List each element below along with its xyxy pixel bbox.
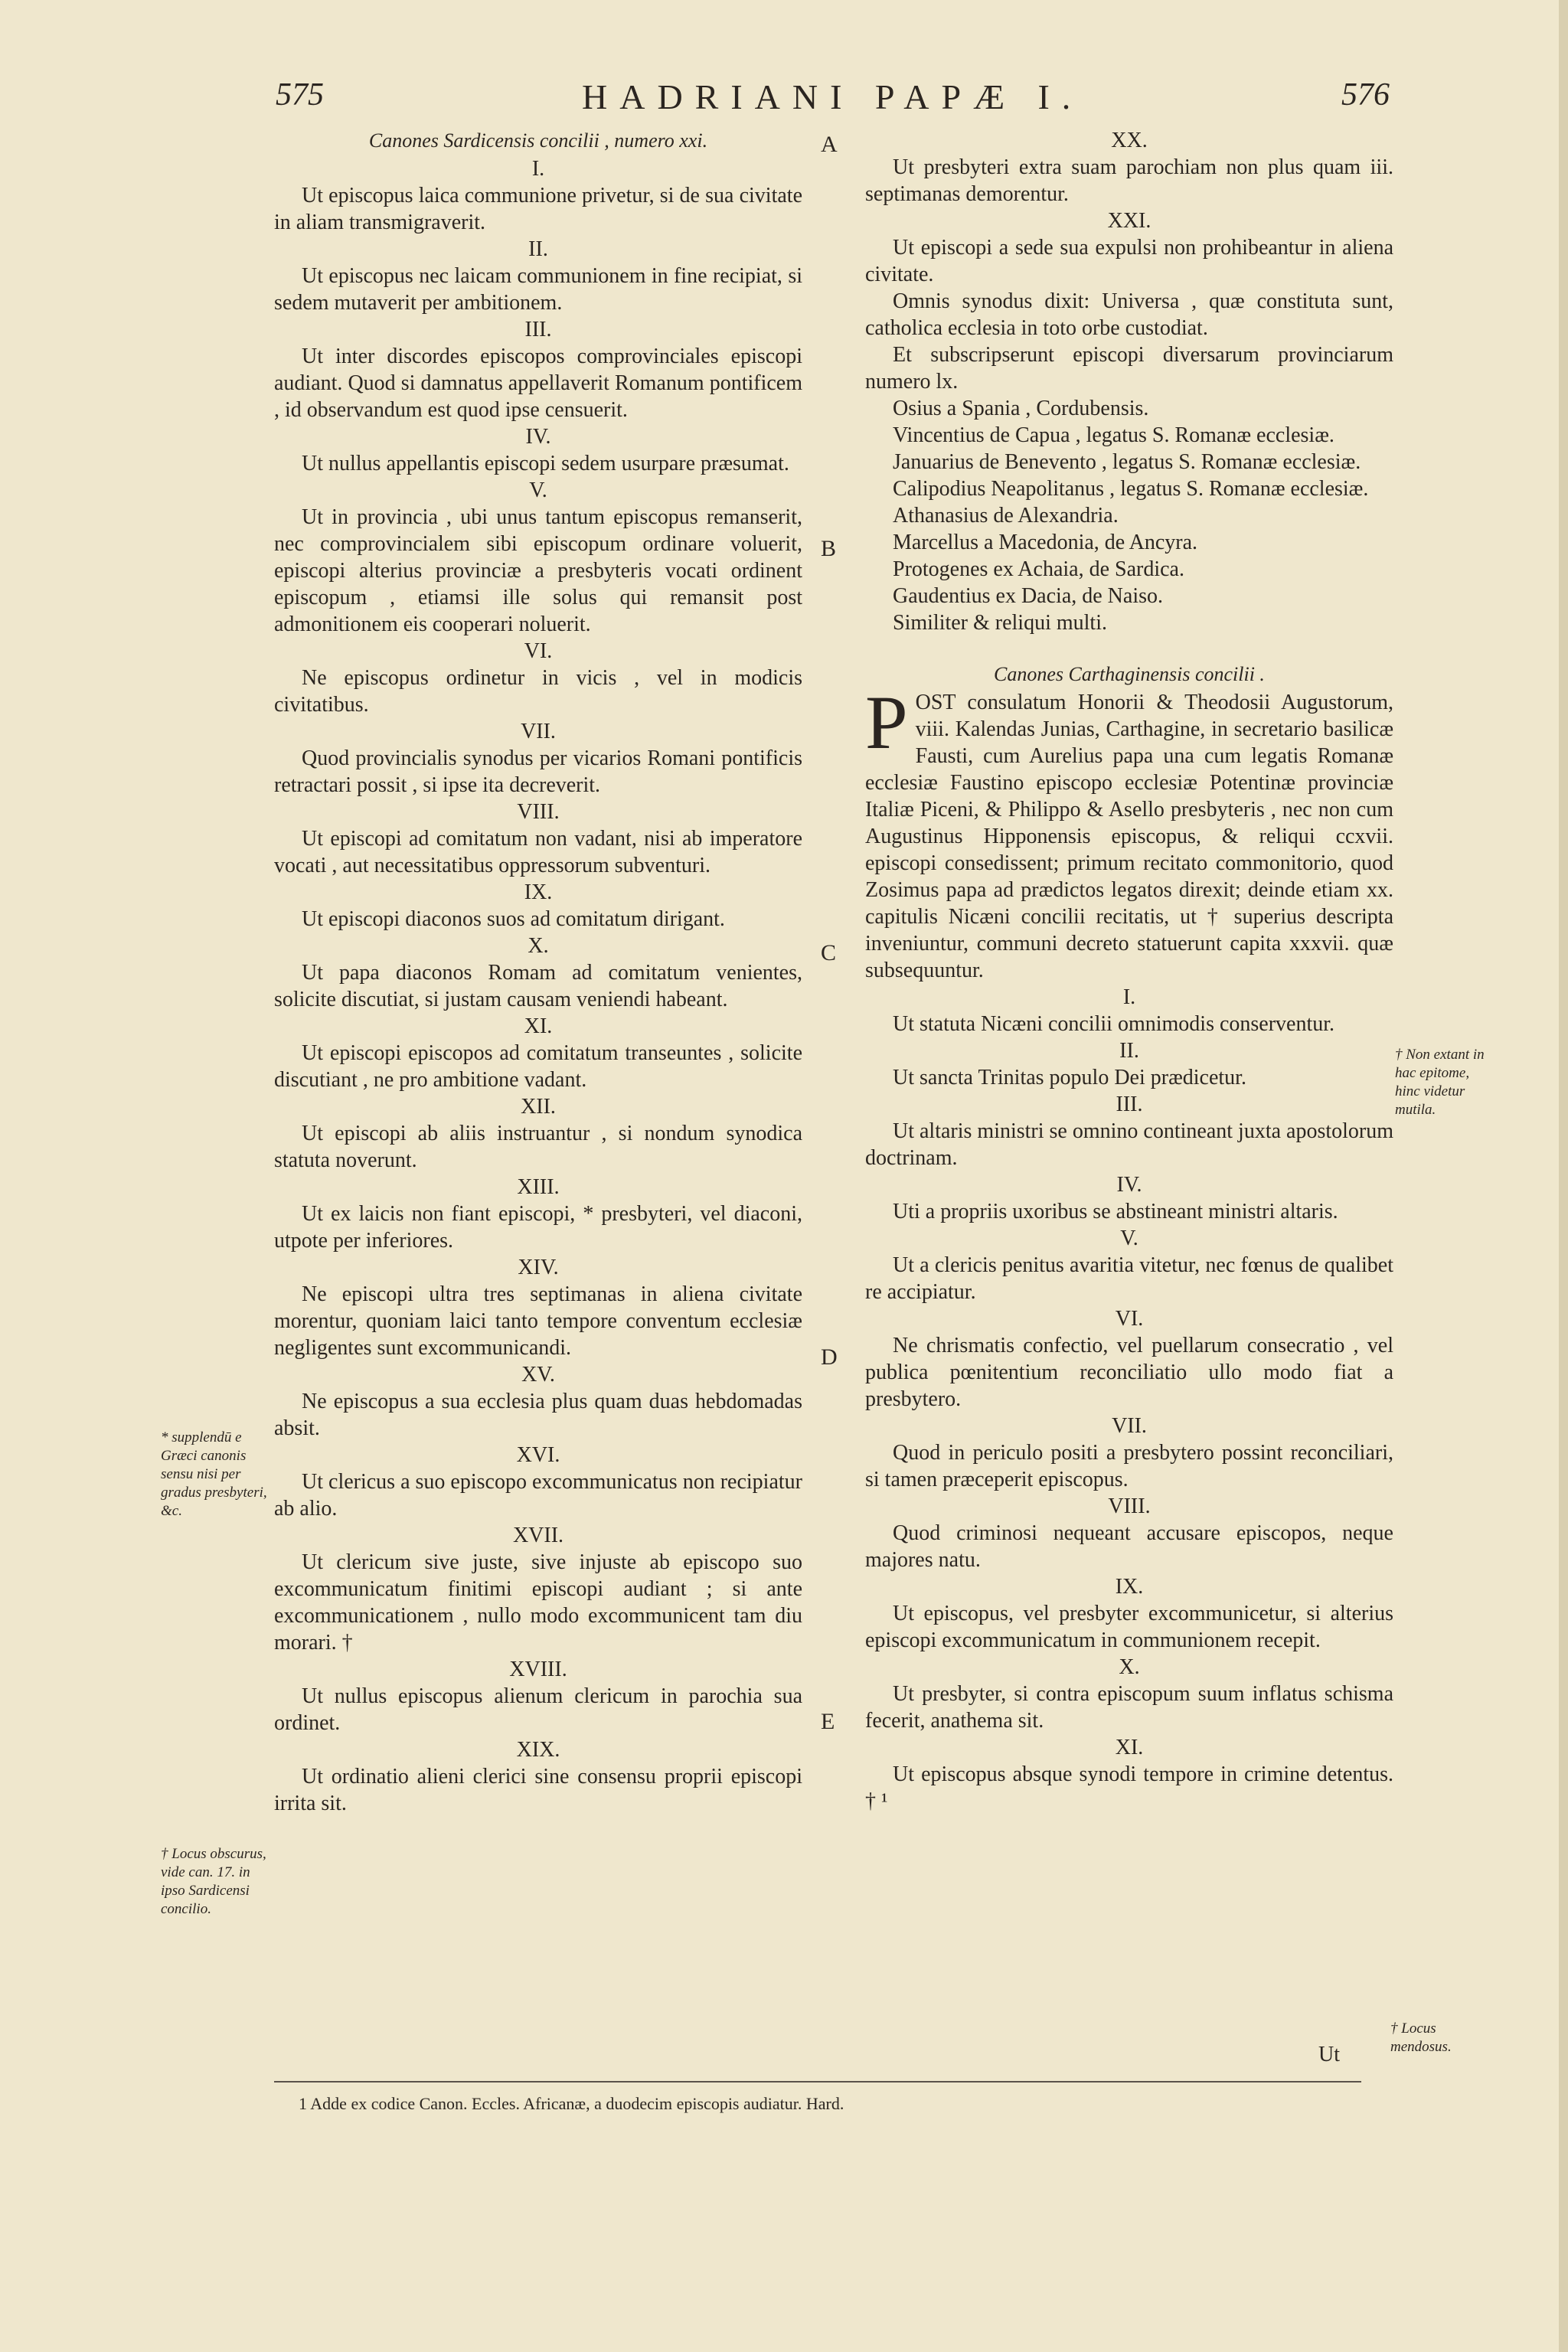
carthage-canon-text: Quod in periculo positi a presbytero possint reconciliari, si tamen præceperit episcopus. [865, 1441, 1393, 1491]
sardica-canon-text: Ut nullus appellantis episcopi sedem usurpare præsumat. [302, 452, 789, 475]
carthage-canon-text: Ne chrismatis confectio, vel puellarum consecratio , vel publica pœnitentium reconciliatio ullo modo fiat a presbytero. [865, 1334, 1393, 1411]
sardica-canon-text: Ne episcopus ordinetur in vicis , vel in modicis civitatibus. [274, 666, 802, 717]
carthage-canon-text: Ut episcopus, vel presbyter excommunicetur, si alterius episcopi excommunicatum in communionem recepit. [865, 1602, 1393, 1652]
sardica-canon-number: XI. [524, 1014, 553, 1038]
carthage-canon-text: Ut altaris ministri se omnino contineant juxta apostolorum doctrinam. [865, 1119, 1394, 1170]
page-number-right: 576 [1341, 77, 1390, 113]
signatory: Protogenes ex Achaia, de Sardica. [893, 557, 1184, 581]
sardica-canon-number: III. [524, 318, 552, 341]
sardica-canon-text: Ne episcopus a sua ecclesia plus quam duas hebdomadas absit. [274, 1390, 802, 1440]
omnis-synodus-text: Omnis synodus dixit: Universa , quæ constituta sunt, catholica ecclesia in toto orbe custodiat. [865, 289, 1393, 340]
sardica-canon-number: II. [528, 237, 548, 261]
sardica-canon-text: Ut in provincia , ubi unus tantum episcopus remanserit, nec comprovincialem sibi episcopum ordinare voluerit, episcopi alterius provinciæ a presbyteris vocati ordinent episcopum , etiamsi ille solus qui remansit post admonitionem eis cooperari noluerit. [274, 505, 802, 636]
carthage-canon-number: I. [1122, 985, 1136, 1009]
sardica-canon-text: Ut clericus a suo episcopo excommunicatus non recipiatur ab alio. [274, 1470, 802, 1521]
sardica-canon-text: Ut episcopi ab aliis instruantur , si nondum synodica statuta noverunt. [274, 1122, 802, 1172]
sardica-canon-text: Ut episcopi episcopos ad comitatum transeuntes , solicite discutiant , ne pro ambitione vadant. [274, 1041, 802, 1092]
margin-letter-a: A [821, 132, 838, 157]
margin-note-non-extant: † Non extant in hac epitome, hinc videtur mutila. [1395, 1047, 1485, 1118]
sardica-canon-text: Ut papa diaconos Romam ad comitatum venientes, solicite discutiat, si justam causam veniendi habeant. [274, 961, 802, 1011]
signatory: Marcellus a Macedonia, de Ancyra. [893, 531, 1198, 554]
page-edge [1559, 0, 1568, 2352]
sardica-canon-number: V. [529, 479, 547, 502]
sardica-canon-text: Ut inter discordes episcopos comprovinciales episcopi audiant. Quod si damnatus appellaverit Romanum pontificem , id observandum est quod ipse censuerit. [274, 345, 802, 422]
sardica-canon-number: XIX. [516, 1738, 560, 1762]
sardica-canon-number: IX. [524, 880, 553, 904]
page-header [0, 77, 1568, 122]
sardica-canon-number: XIV. [518, 1256, 559, 1279]
sardica-canon-text: Ut episcopi ad comitatum non vadant, nisi ab imperatore vocati , aut necessitatibus oppressorum subventuri. [274, 827, 802, 877]
carthage-canon-text: Ut statuta Nicæni concilii omnimodis conserventur. [893, 1012, 1335, 1036]
footnote-rule [274, 2081, 1361, 2082]
sardica-canon-text: Ut episcopi diaconos suos ad comitatum dirigant. [302, 907, 725, 931]
sardica-canon-number: VI. [524, 639, 553, 663]
carthage-canon-number: IX. [1115, 1575, 1144, 1599]
running-title: HADRIANI PAPÆ I. [582, 77, 1083, 116]
sardica-canon-text: Ut nullus episcopus alienum clericum in parochia sua ordinet. [274, 1684, 802, 1735]
signatory: Januarius de Benevento , legatus S. Romanæ ecclesiæ. [893, 450, 1361, 474]
carthage-canon-number: III. [1116, 1093, 1143, 1116]
margin-note-locus-obscurus: † Locus obscurus, vide can. 17. in ipso Sardicensi concilio. [161, 1846, 266, 1917]
right-canon-list-top [865, 127, 1393, 288]
sardica-canon-number: IV. [525, 425, 551, 449]
sardica-canon-number: XV. [521, 1363, 555, 1387]
signatory: Vincentius de Capua , legatus S. Romanæ ecclesiæ. [893, 423, 1334, 447]
sardica-canon-text: Ut episcopus nec laicam communionem in fine recipiat, si sedem mutaverit per ambitionem. [274, 264, 802, 315]
catchword: Ut [1318, 2043, 1340, 2066]
signatory: Athanasius de Alexandria. [893, 504, 1119, 528]
carthage-canon-text: Uti a propriis uxoribus se abstineant ministri altaris. [893, 1200, 1338, 1223]
margin-letter-c: C [821, 940, 837, 965]
sardica-canon-number: XIII. [517, 1175, 560, 1199]
carthage-canon-number: V. [1120, 1227, 1138, 1250]
carthage-canon-text: Quod criminosi nequeant accusare episcopos, neque majores natu. [865, 1521, 1393, 1572]
sardica-canon-number: XII. [521, 1095, 556, 1119]
carthage-canon-number: XI. [1115, 1736, 1144, 1759]
sardica-canon-text: Ut ex laicis non fiant episcopi, * presbyteri, vel diaconi, utpote per inferiores. [274, 1202, 802, 1253]
sardica-canon-text: Ut ordinatio alieni clerici sine consensu proprii episcopi irrita sit. [274, 1765, 802, 1815]
sardica-canon-text: Quod provincialis synodus per vicarios Romani pontificis retractari possit , si ipse ita decreverit. [274, 746, 802, 797]
carthage-canon-number: VI. [1115, 1307, 1144, 1331]
carthage-canon-text: Ut episcopus absque synodi tempore in crimine detentus. † ¹ [865, 1762, 1393, 1813]
carthage-canon-text: Ut presbyter, si contra episcopum suum inflatus schisma fecerit, anathema sit. [865, 1682, 1393, 1733]
section-title-carthage: Canones Carthaginensis concilii . [994, 663, 1265, 685]
carthage-intro-text: OST consulatum Honorii & Theodosii Augustorum, viii. Kalendas Junias, Carthagine, in secretario basilicæ Fausti, cum Aurelius papa una cum legatis Romanæ ecclesiæ Faustino episcopo ecclesiæ Potentinæ provinciæ Italiæ Piceni, & Philippo & Asello presbyteris , nec non cum Augustinus Hipponensis episcopus, & reliqui ccxvii. episcopi consedissent; primum recitato commonitorio, quod Zosimus papa ad prædictos legatos direxit; deinde etiam xx. capitulis Nicæni concilii recitatis, ut † superius descripta inveniuntur, communi decreto statuerunt capita xxxvii. quæ subsequuntur. [865, 691, 1393, 982]
left-canon-list [274, 155, 802, 1817]
sardica-canon-number: VII. [521, 720, 556, 743]
carthage-canon-text: Ut sancta Trinitas populo Dei prædicetur. [893, 1066, 1246, 1089]
carthage-canon-text: Ut a clericis penitus avaritia vitetur, nec fœnus de qualibet re accipiatur. [865, 1253, 1393, 1304]
right-column [865, 127, 1393, 1815]
sardica-canon-number: XVIII. [509, 1658, 567, 1681]
sardica-canon-number: XVI. [516, 1443, 560, 1467]
section-title-sardica: Canones Sardicensis concilii , numero xxi. [368, 129, 708, 152]
carthage-canon-number: X. [1119, 1655, 1140, 1679]
footnote: 1 Adde ex codice Canon. Eccles. Africanæ, a duodecim episcopis audiatur. Hard. [299, 2094, 844, 2113]
sardica-canon-text: Ut presbyteri extra suam parochiam non plus quam iii. septimanas demorentur. [865, 155, 1393, 206]
margin-note-supplendum: * supplendū e Græci canonis sensu nisi per gradus presbyteri, &c. [161, 1429, 267, 1519]
carthage-canon-number: II. [1119, 1039, 1139, 1063]
signatory: Similiter & reliqui multi. [893, 611, 1107, 635]
page-number-left: 575 [276, 77, 324, 113]
sardica-canon-number: VIII. [517, 800, 560, 824]
margin-letter-b: B [821, 536, 837, 561]
subscription-text: Et subscripserunt episcopi diversarum provinciarum numero lx. [865, 343, 1393, 394]
margin-letter-d: D [821, 1344, 838, 1370]
margin-letter-e: E [821, 1709, 835, 1734]
sardica-canon-text: Ne episcopi ultra tres septimanas in aliena civitate morentur, quoniam laici tanto tempore conventum ecclesiæ negligentes sunt excommunicandi. [274, 1282, 802, 1360]
carthage-intro [865, 680, 1393, 984]
sardica-canon-number: XXI. [1107, 209, 1152, 233]
sardica-canon-text: Ut clericum sive juste, sive injuste ab episcopo suo excommunicatum finitimi episcopi audiant ; si ante excommunicationem , nullo modo excommunicent tam diu morari. † [274, 1550, 802, 1655]
sardica-canon-text: Ut episcopus laica communione privetur, si de sua civitate in aliam transmigraverit. [274, 184, 802, 234]
sardica-canon-number: X. [528, 934, 549, 958]
sardica-canon-number: XX. [1111, 129, 1148, 152]
right-canon-list [865, 984, 1393, 1815]
carthage-canon-number: IV. [1116, 1173, 1142, 1197]
signatory: Gaudentius ex Dacia, de Naiso. [893, 584, 1163, 608]
signatory-list [865, 395, 1393, 636]
signatory: Calipodius Neapolitanus , legatus S. Romanæ ecclesiæ. [893, 477, 1369, 501]
sardica-canon-number: I. [531, 157, 545, 181]
sardica-canon-text: Ut episcopi a sede sua expulsi non prohibeantur in aliena civitate. [865, 236, 1393, 286]
left-column [274, 127, 802, 1817]
signatory: Osius a Spania , Cordubensis. [893, 397, 1149, 420]
carthage-canon-number: VII. [1112, 1414, 1147, 1438]
carthage-canon-number: VIII. [1108, 1494, 1151, 1518]
sardica-canon-number: XVII. [512, 1524, 564, 1547]
margin-note-locus-mendosus: † Locus mendosus. [1390, 2020, 1452, 2055]
drop-cap: P [865, 680, 908, 765]
